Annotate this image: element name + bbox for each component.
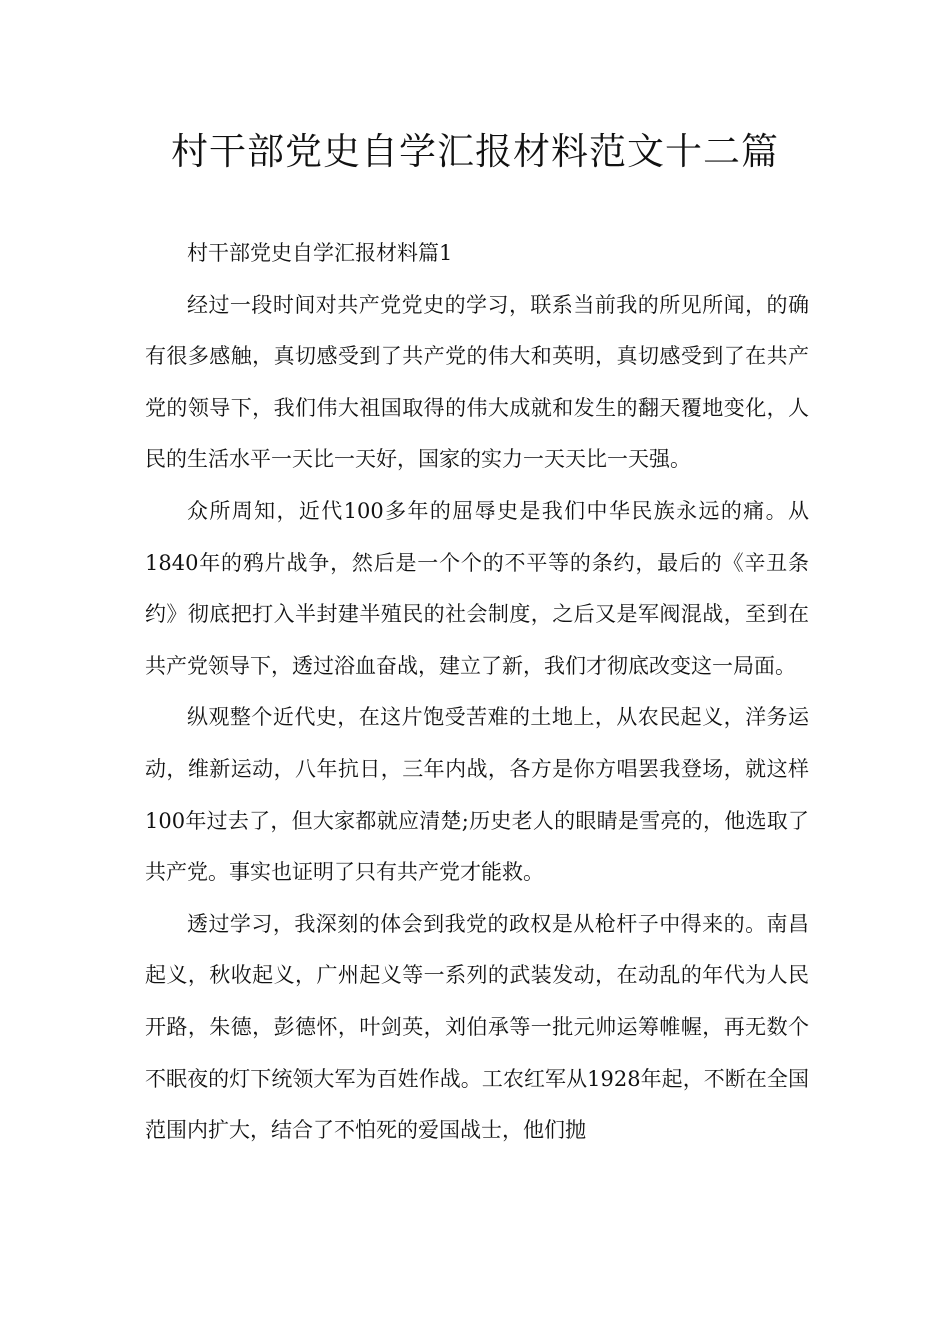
paragraph: 经过一段时间对共产党党史的学习，联系当前我的所见所闻，的确有很多感触，真切感受到了共产党的伟大和英明，真切感受到了在共产党的领导下，我们伟大祖国取得的伟大成就和发生的翻天覆地变化，人民的生活水平一天比一天好，国家的实力一天天比一天强。	[145, 292, 809, 472]
document-title: 村干部党史自学汇报材料范文十二篇	[171, 130, 779, 173]
document-body	[145, 228, 809, 1157]
paragraph: 众所周知，近代100多年的屈辱史是我们中华民族永远的痛。从1840年的鸦片战争，然后是一个个的不平等的条约，最后的《辛丑条约》彻底把打入半封建半殖民的社会制度，之后又是军阀混战，至到在共产党领导下，透过浴血奋战，建立了新，我们才彻底改变这一局面。	[145, 498, 809, 678]
section-heading: 村干部党史自学汇报材料篇1	[187, 241, 453, 265]
paragraph: 纵观整个近代史，在这片饱受苦难的土地上，从农民起义，洋务运动，维新运动，八年抗日，三年内战，各方是你方唱罢我登场，就这样100年过去了，但大家都就应清楚;历史老人的眼睛是雪亮的，他选取了共产党。事实也证明了只有共产党才能救。	[145, 705, 809, 885]
paragraph: 透过学习，我深刻的体会到我党的政权是从枪杆子中得来的。南昌起义，秋收起义，广州起义等一系列的武装发动，在动乱的年代为人民开路，朱德，彭德怀，叶剑英，刘伯承等一批元帅运筹帷幄，再无数个不眠夜的灯下统领大军为百姓作战。工农红军从1928年起，不断在全国范围内扩大，结合了不怕死的爱国战士，他们抛	[145, 911, 809, 1143]
